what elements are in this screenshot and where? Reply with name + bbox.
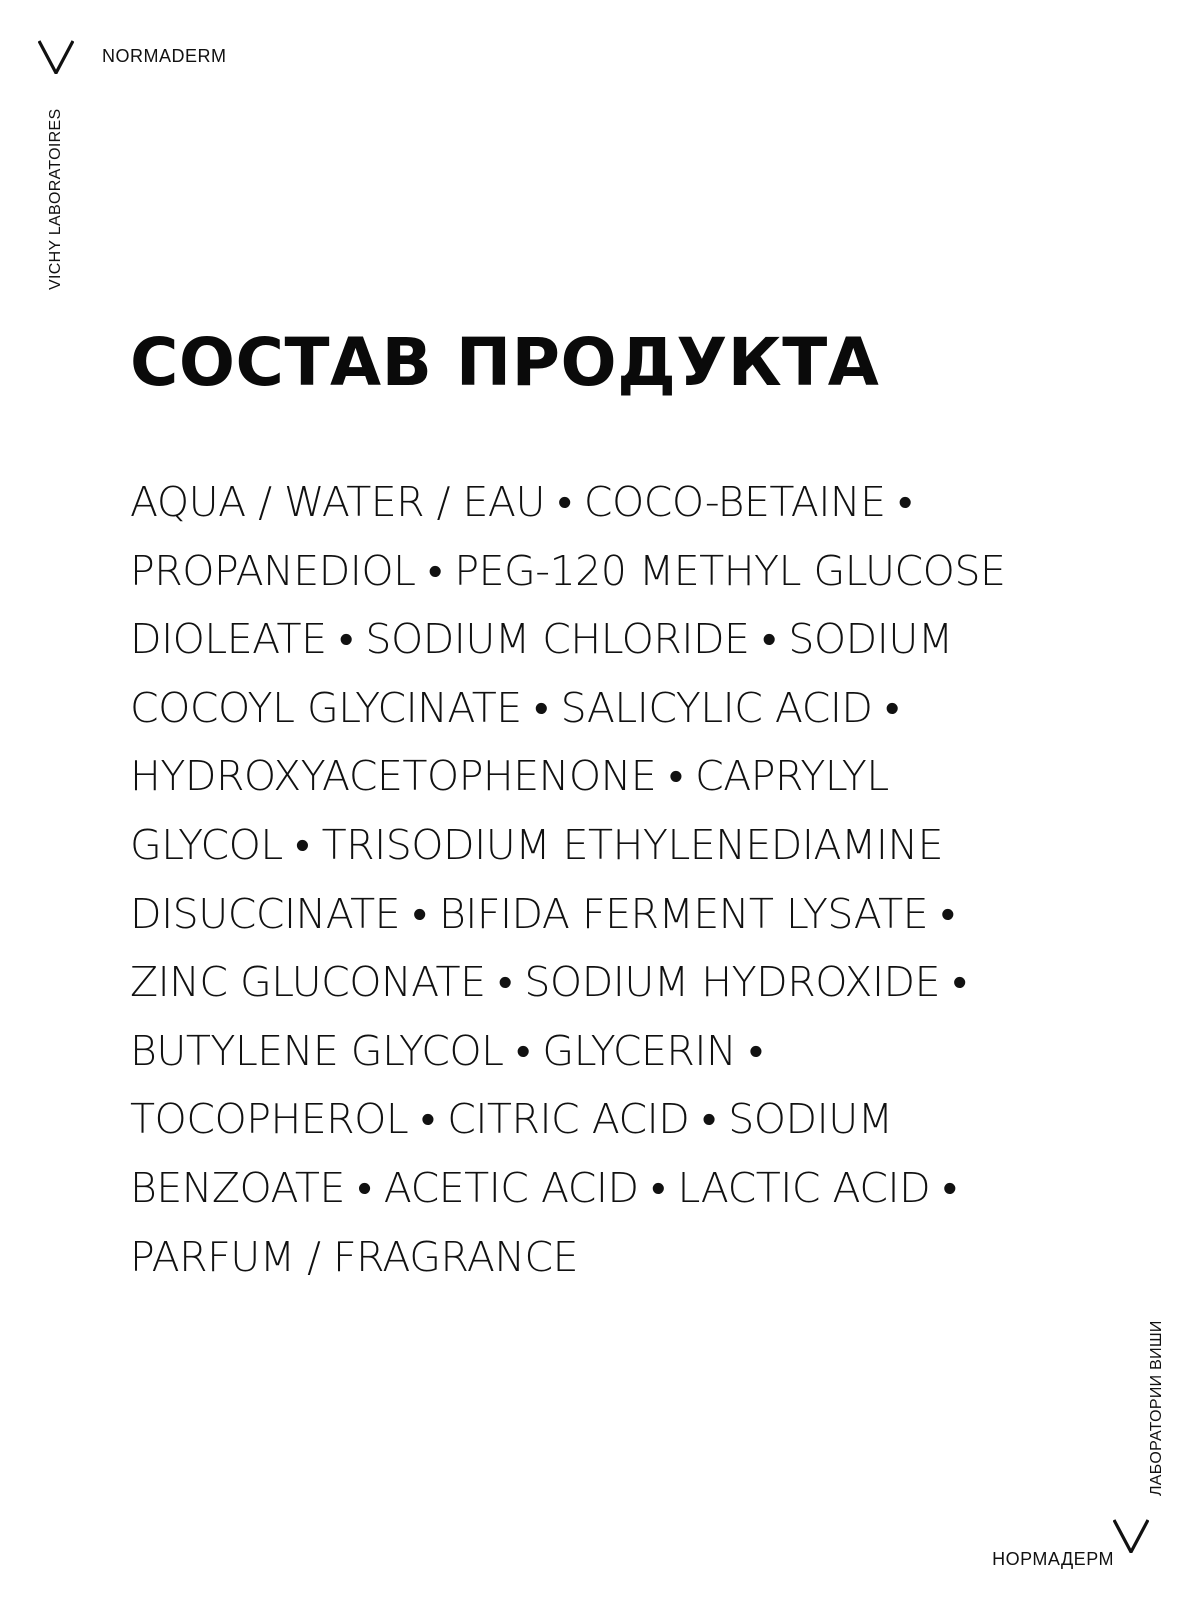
vichy-v-logo-icon	[1113, 1519, 1149, 1553]
ingredient-line: BUTYLENE GLYCOL • GLYCERIN •	[130, 1026, 763, 1075]
ingredient-line: HYDROXYACETOPHENONE • CAPRYLYL	[130, 752, 889, 801]
ingredient-line: PROPANEDIOL • PEG-120 METHYL GLUCOSE	[130, 546, 1006, 595]
ingredient-line: TOCOPHEROL • CITRIC ACID • SODIUM	[130, 1095, 893, 1144]
brand-name-top: NORMADERM	[102, 46, 227, 66]
ingredient-line: GLYCOL • TRISODIUM ETHYLENEDIAMINE	[130, 820, 944, 869]
ingredient-line: COCOYL GLYCINATE • SALICYLIC ACID •	[130, 683, 899, 732]
ingredient-line: BENZOATE • ACETIC ACID • LACTIC ACID •	[130, 1163, 957, 1212]
brand-name-bottom: НОРМАДЕРМ	[992, 1549, 1114, 1569]
vichy-v-logo-icon	[38, 40, 74, 74]
ingredient-line: AQUA / WATER / EAU • COCO-BETAINE •	[130, 478, 912, 526]
ingredient-line: ZINC GLUCONATE • SODIUM HYDROXIDE •	[130, 958, 967, 1007]
ingredient-line: PARFUM / FRAGRANCE	[130, 1232, 579, 1281]
page-title: СОСТАВ ПРОДУКТА	[130, 324, 880, 401]
ingredients-list	[130, 468, 1130, 1291]
ingredient-line: DIOLEATE • SODIUM CHLORIDE • SODIUM	[130, 615, 953, 664]
ingredient-line: DISUCCINATE • BIFIDA FERMENT LYSATE •	[130, 889, 955, 938]
side-label-left: VICHY LABORATOIRES	[47, 108, 64, 290]
side-label-right: ЛАБОРАТОРИИ ВИШИ	[1148, 1320, 1165, 1496]
